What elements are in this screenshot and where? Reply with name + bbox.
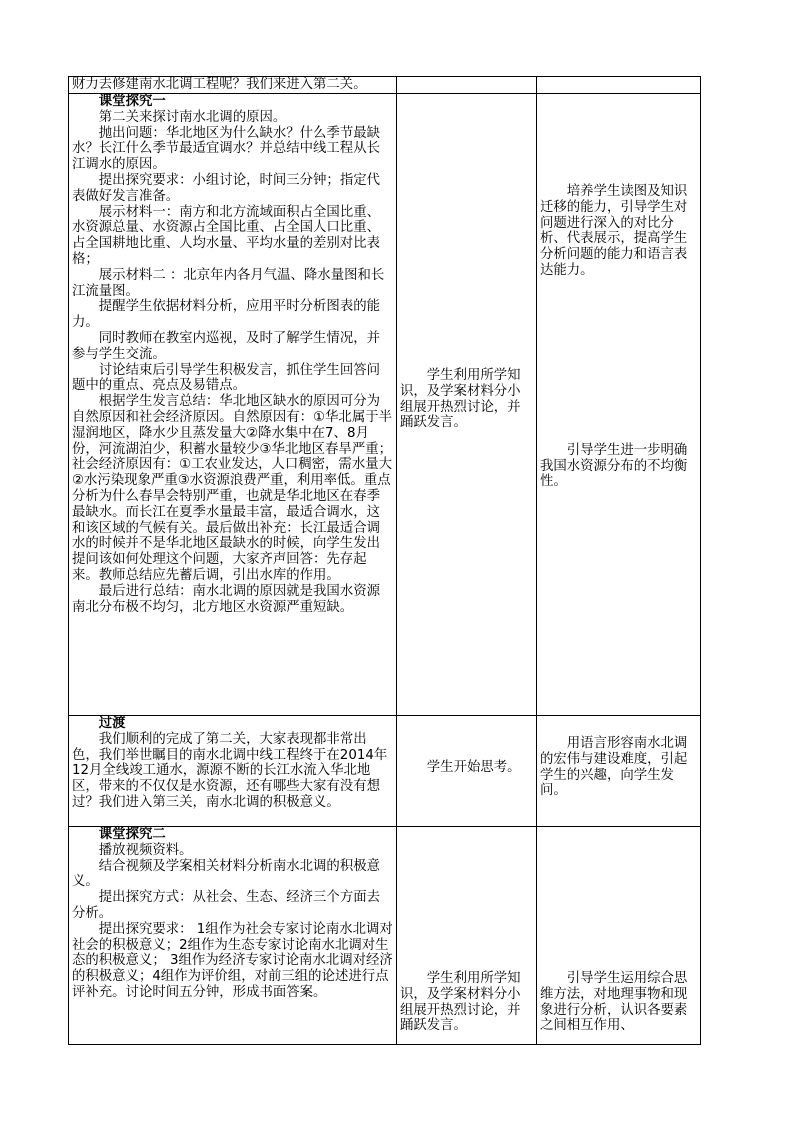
table-row (69, 716, 701, 827)
table-row (69, 77, 701, 94)
paragraph: 讨论结束后引导学生积极发言，抓住学生回答问题中的重点、亮点及易错点。 (72, 362, 380, 394)
paragraph: 我们顺利的完成了第二关，大家表现都非常出色，我们举世瞩目的南水北调中线工程终于在2014年12月全线竣工通水，源源不断的长江水流入华北地区，带来的不仅仅是水资源，还有哪些大家有没有想过？我们进入第三关，南水北调的积极意义。 (72, 731, 388, 810)
design-intent-text: 引导学生进一步明确我国水资源分布的不均衡性。 (540, 442, 688, 490)
design-intent-cell (537, 77, 701, 94)
paragraph: 第二关来探讨南水北调的原因。 (98, 109, 287, 125)
student-activity-text: 学生开始思考。 (426, 760, 521, 775)
paragraph: 提出探究要求： 1组作为社会专家讨论南水北调对社会的积极意义；2组作为生态专家讨论南水北调对生态的积极意义； 3组作为经济专家讨论南水北调对经济的积极意义；4组作为评价组，对前三组的论述进行点评补充。讨论时间五分钟，形成书面答案。 (72, 921, 393, 1000)
paragraph: 提醒学生依据材料分析，应用平时分析图表的能力。 (72, 299, 380, 331)
paragraph: 展示材料二 ：北京年内各月气温、降水量图和长江流量图。 (72, 267, 385, 299)
design-intent-text: 培养学生读图及知识迁移的能力，引导学生对问题进行深入的对比分析、代表展示，提高学生分析问题的能力和语言表达能力。 (540, 184, 688, 278)
student-activity-cell (397, 94, 537, 716)
design-intent-cell (537, 94, 701, 716)
paragraph: 提出探究方式：从社会、生态、经济三个方面去分析。 (72, 890, 380, 921)
table-row (69, 827, 701, 1045)
design-intent-text: 用语言形容南水北调的宏伟与建设难度，引起学生的兴趣，向学生发问。 (540, 736, 688, 799)
paragraph: 展示材料一：南方和北方流域面积占全国比重、水资源总量、水资源占全国比重、占全国人口比重、占全国耕地比重、人均水量、平均水量的差别对比表格； (72, 204, 380, 267)
design-intent-cell (537, 827, 701, 1045)
section-heading: 过渡 (98, 716, 126, 731)
teacher-activity-cell (69, 77, 397, 94)
design-intent-text: 引导学生运用综合思维方法，对地理事物和现象进行分析，认识各要素之间相互作用、 (540, 971, 688, 1034)
paragraph: 抛出问题：华北地区为什么缺水？什么季节最缺水？长江什么季节最适宜调水？并总结中线工程从长江调水的原因。 (72, 125, 380, 173)
student-activity-cell (397, 77, 537, 94)
teacher-activity-cell (69, 716, 397, 827)
teacher-activity-cell (69, 94, 397, 716)
student-activity-cell (397, 716, 537, 827)
student-activity-cell (397, 827, 537, 1045)
paragraph: 提出探究要求：小组讨论，时间三分钟；指定代表做好发言准备。 (72, 172, 380, 204)
section-heading: 课堂探究二 (98, 827, 166, 842)
teacher-activity-cell (69, 827, 397, 1045)
section-heading: 课堂探究一 (98, 94, 166, 109)
table-row (69, 94, 701, 716)
paragraph: 结合视频及学案相关材料分析南水北调的积极意义。 (72, 858, 380, 890)
lesson-plan-table (68, 76, 701, 1045)
row0-text: 财力去修建南水北调工程呢？我们来进入第二关。 (72, 77, 367, 92)
design-intent-cell (537, 716, 701, 827)
student-activity-text: 学生利用所学知识，及学案材料分小组展开热烈讨论，并踊跃发言。 (400, 971, 521, 1034)
paragraph: 同时教师在教室内巡视，及时了解学生情况，并参与学生交流。 (72, 330, 380, 362)
student-activity-text: 学生利用所学知识，及学案材料分小组展开热烈讨论，并踊跃发言。 (400, 368, 521, 431)
paragraph: 根据学生发言总结：华北地区缺水的原因可分为自然原因和社会经济原因。自然原因有：①华北属于半湿润地区，降水少且蒸发量大②降水集中在7、8月份，河流湖泊少，积蓄水量较少③华北地区春旱严重；社会经济原因有：①工农业发达，人口稠密，需水量大②水污染现象严重③水资源浪费严重，利用率低。重点分析为什么春旱会特别严重，也就是华北地区在春季最缺水。而长江在夏季水量最丰富，最适合调水，这和该区域的气候有关。最后做出补充：长江最适合调水的时候并不是华北地区最缺水的时候，向学生发出提问该如何处理这个问题，大家齐声回答：先存起来。教师总结应先蓄后调，引出水库的作用。 (72, 394, 392, 583)
paragraph: 播放视频资料。 (98, 842, 193, 858)
paragraph: 最后进行总结：南水北调的原因就是我国水资源南北分布极不均匀，北方地区水资源严重短缺。 (72, 583, 380, 615)
